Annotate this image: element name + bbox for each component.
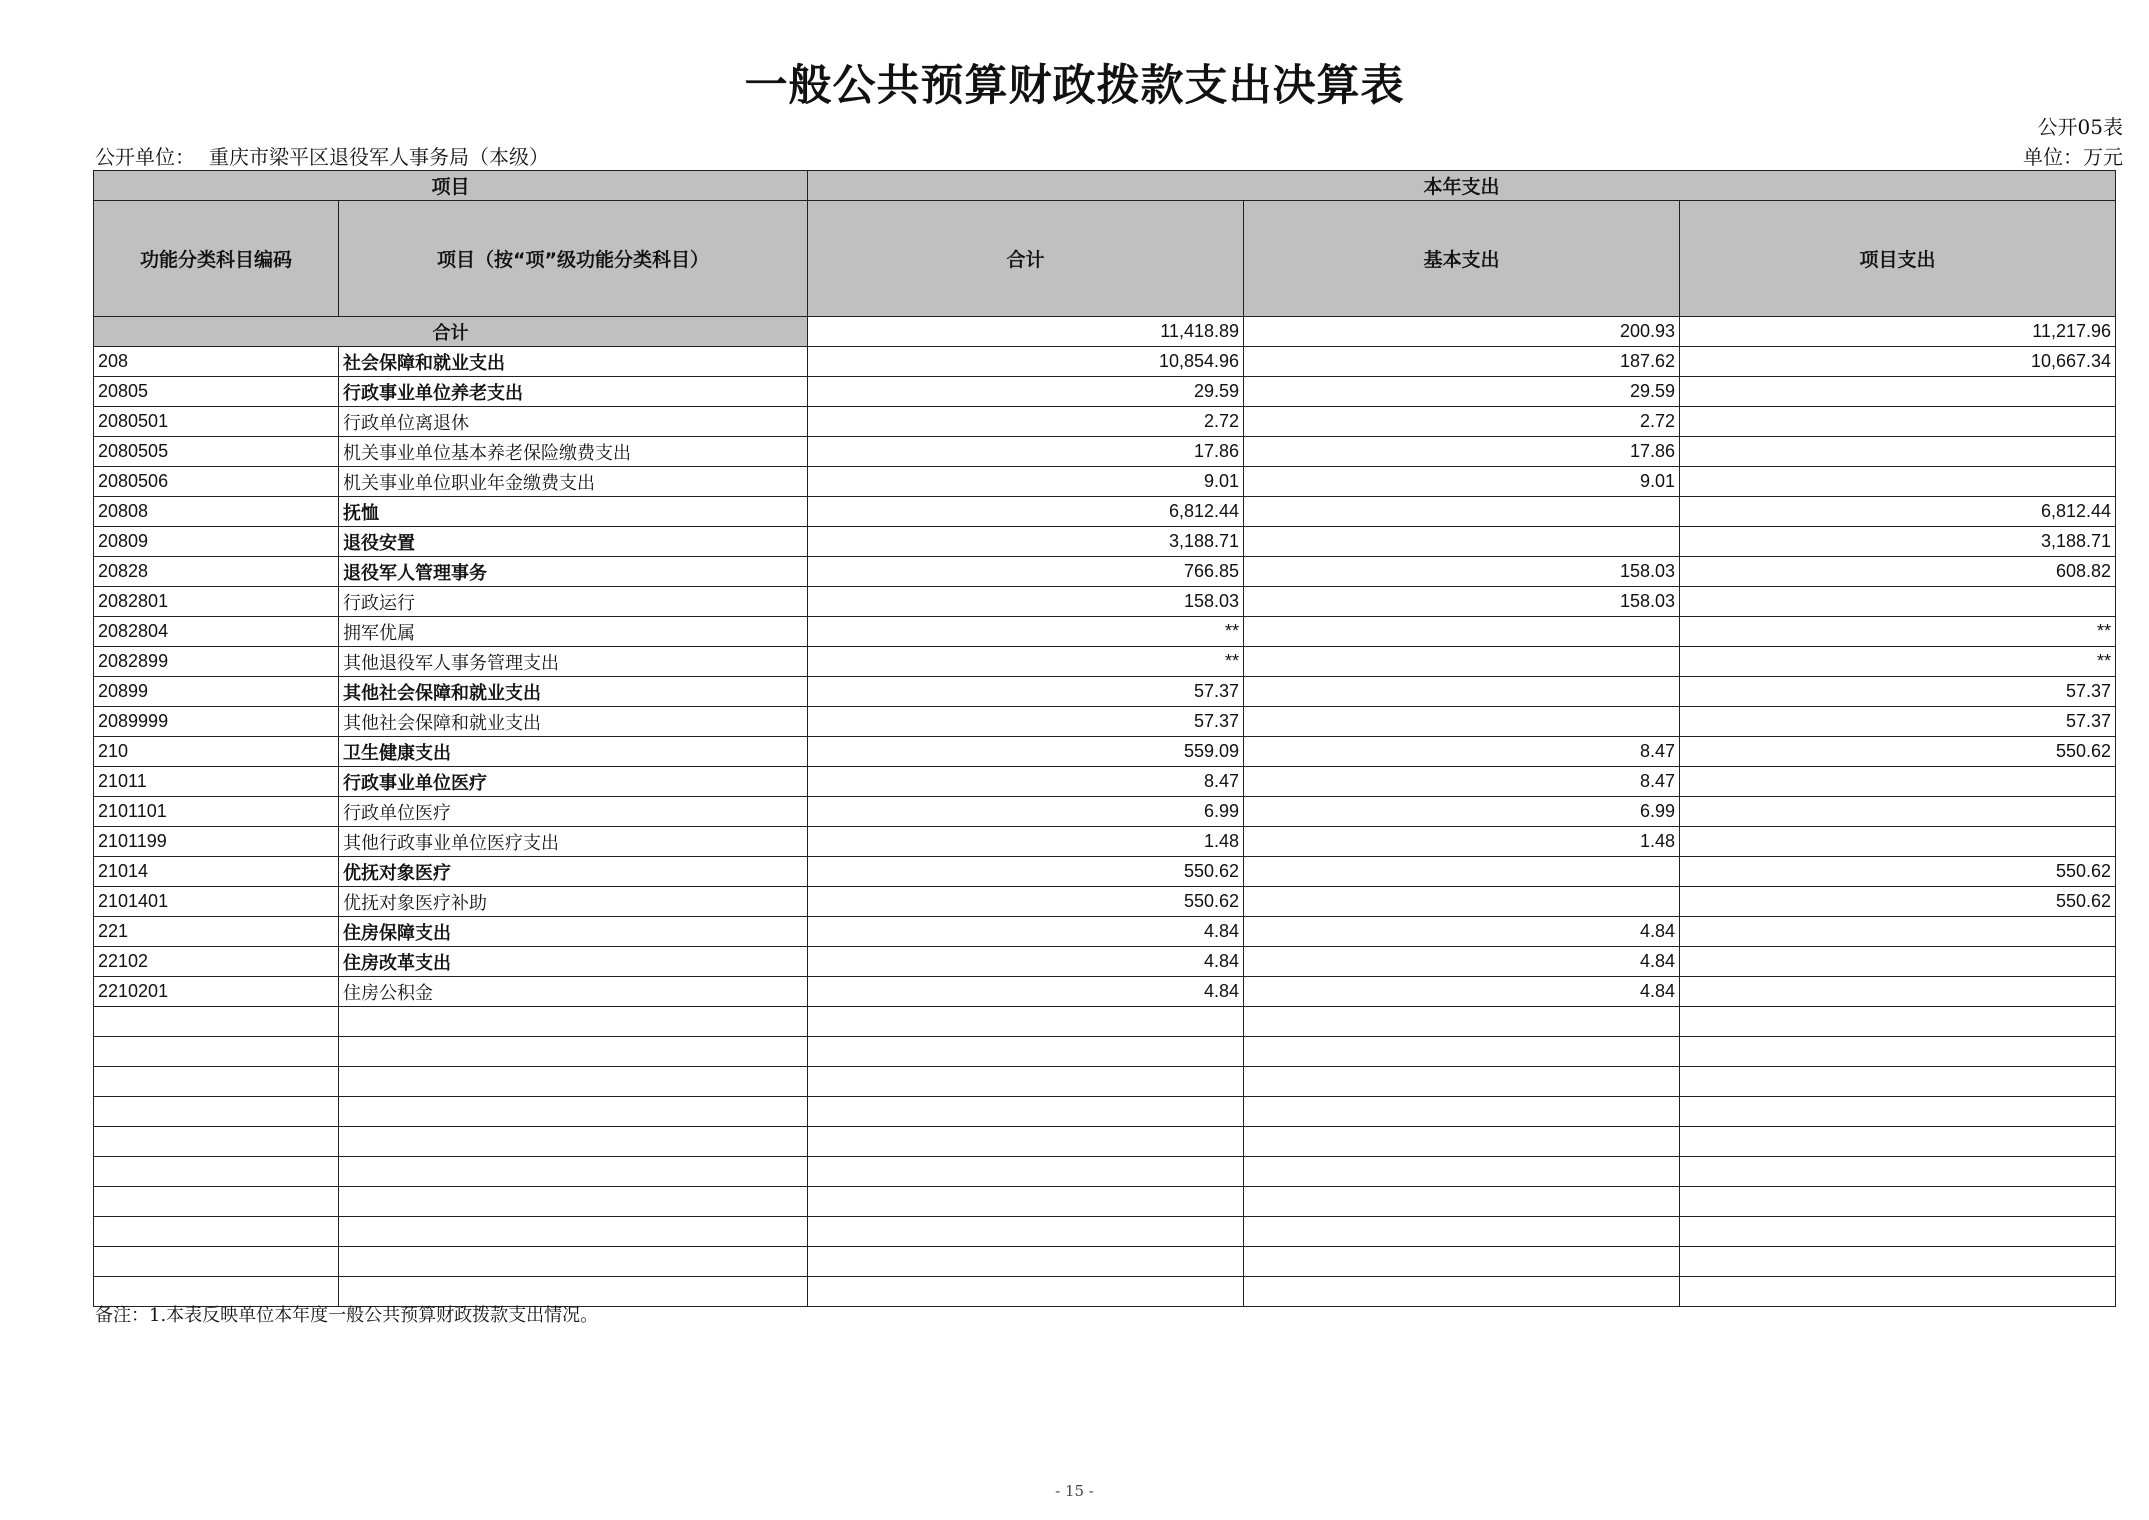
row-name: 机关事业单位职业年金缴费支出 — [339, 467, 808, 497]
empty-cell — [1680, 1247, 2116, 1277]
header-year-group: 本年支出 — [808, 171, 2116, 201]
empty-row — [94, 1217, 2116, 1247]
row-total: 4.84 — [808, 947, 1244, 977]
header-code: 功能分类科目编码 — [94, 201, 339, 317]
row-total: 766.85 — [808, 557, 1244, 587]
row-code: 21011 — [94, 767, 339, 797]
row-name: 行政事业单位养老支出 — [339, 377, 808, 407]
table-row — [94, 707, 2116, 737]
row-total: 57.37 — [808, 677, 1244, 707]
row-name: 行政运行 — [339, 587, 808, 617]
row-basic: 158.03 — [1244, 557, 1680, 587]
row-total: 3,188.71 — [808, 527, 1244, 557]
empty-cell — [1244, 1097, 1680, 1127]
header-name: 项目（按“项”级功能分类科目） — [339, 201, 808, 317]
row-total: ** — [808, 617, 1244, 647]
row-total: 550.62 — [808, 857, 1244, 887]
empty-cell — [94, 1157, 339, 1187]
empty-cell — [94, 1187, 339, 1217]
empty-cell — [1680, 1217, 2116, 1247]
row-total: 6.99 — [808, 797, 1244, 827]
reporting-unit-label: 公开单位： — [95, 145, 195, 169]
empty-cell — [1244, 1037, 1680, 1067]
row-total: 1.48 — [808, 827, 1244, 857]
row-code: 20828 — [94, 557, 339, 587]
footnote: 备注：1.本表反映单位本年度一般公共预算财政拨款支出情况。 — [95, 1305, 599, 1326]
row-total: 158.03 — [808, 587, 1244, 617]
table-row — [94, 977, 2116, 1007]
row-name: 拥军优属 — [339, 617, 808, 647]
empty-row — [94, 1157, 2116, 1187]
reporting-unit — [95, 141, 563, 170]
row-basic: 4.84 — [1244, 917, 1680, 947]
empty-row — [94, 1187, 2116, 1217]
row-basic: 187.62 — [1244, 347, 1680, 377]
row-basic: 2.72 — [1244, 407, 1680, 437]
row-code: 20805 — [94, 377, 339, 407]
empty-cell — [94, 1247, 339, 1277]
expenditure-table — [93, 170, 2116, 1307]
reporting-unit-name: 重庆市梁平区退役军人事务局（本级） — [209, 145, 549, 169]
row-basic — [1244, 887, 1680, 917]
row-total: 57.37 — [808, 707, 1244, 737]
empty-cell — [339, 1037, 808, 1067]
row-name: 优抚对象医疗 — [339, 857, 808, 887]
row-project — [1680, 407, 2116, 437]
table-row — [94, 407, 2116, 437]
empty-cell — [1244, 1127, 1680, 1157]
empty-cell — [1244, 1157, 1680, 1187]
row-total: 10,854.96 — [808, 347, 1244, 377]
row-basic: 158.03 — [1244, 587, 1680, 617]
empty-row — [94, 1037, 2116, 1067]
row-project — [1680, 827, 2116, 857]
row-name: 优抚对象医疗补助 — [339, 887, 808, 917]
empty-cell — [339, 1067, 808, 1097]
row-basic — [1244, 617, 1680, 647]
empty-cell — [339, 1127, 808, 1157]
row-project: 550.62 — [1680, 737, 2116, 767]
row-code: 2082899 — [94, 647, 339, 677]
empty-cell — [339, 1097, 808, 1127]
row-name: 退役军人管理事务 — [339, 557, 808, 587]
empty-cell — [94, 1217, 339, 1247]
row-project: 3,188.71 — [1680, 527, 2116, 557]
row-code: 2101199 — [94, 827, 339, 857]
row-code: 20899 — [94, 677, 339, 707]
row-code: 2089999 — [94, 707, 339, 737]
row-name: 其他退役军人事务管理支出 — [339, 647, 808, 677]
empty-cell — [94, 1037, 339, 1067]
row-total: 9.01 — [808, 467, 1244, 497]
row-basic — [1244, 677, 1680, 707]
row-code: 2101401 — [94, 887, 339, 917]
page-number: - 15 - — [1055, 1482, 1094, 1500]
row-total: 8.47 — [808, 767, 1244, 797]
empty-cell — [808, 1127, 1244, 1157]
total-row-project: 11,217.96 — [1680, 317, 2116, 347]
empty-cell — [808, 1157, 1244, 1187]
row-basic: 4.84 — [1244, 947, 1680, 977]
empty-row — [94, 1097, 2116, 1127]
empty-cell — [1680, 1007, 2116, 1037]
row-project: 57.37 — [1680, 677, 2116, 707]
row-project — [1680, 467, 2116, 497]
empty-cell — [808, 1217, 1244, 1247]
empty-cell — [1680, 1037, 2116, 1067]
row-name: 卫生健康支出 — [339, 737, 808, 767]
empty-cell — [808, 1007, 1244, 1037]
table-row — [94, 857, 2116, 887]
row-basic: 8.47 — [1244, 767, 1680, 797]
empty-cell — [339, 1157, 808, 1187]
row-project — [1680, 797, 2116, 827]
empty-cell — [1244, 1067, 1680, 1097]
empty-cell — [94, 1097, 339, 1127]
empty-cell — [808, 1067, 1244, 1097]
row-code: 22102 — [94, 947, 339, 977]
row-basic — [1244, 527, 1680, 557]
total-row-label: 合计 — [94, 317, 808, 347]
row-code: 2080501 — [94, 407, 339, 437]
table-row — [94, 347, 2116, 377]
total-row-total: 11,418.89 — [808, 317, 1244, 347]
empty-row — [94, 1247, 2116, 1277]
row-name: 行政单位离退休 — [339, 407, 808, 437]
row-code: 2210201 — [94, 977, 339, 1007]
row-total: 4.84 — [808, 917, 1244, 947]
row-code: 2101101 — [94, 797, 339, 827]
row-project — [1680, 437, 2116, 467]
empty-cell — [94, 1007, 339, 1037]
empty-row — [94, 1127, 2116, 1157]
currency-unit: 单位：万元 — [2023, 145, 2123, 169]
table-row — [94, 827, 2116, 857]
table-row — [94, 917, 2116, 947]
table-row — [94, 587, 2116, 617]
row-total: 6,812.44 — [808, 497, 1244, 527]
row-total: 559.09 — [808, 737, 1244, 767]
table-row — [94, 467, 2116, 497]
table-row — [94, 887, 2116, 917]
row-name: 行政事业单位医疗 — [339, 767, 808, 797]
row-code: 208 — [94, 347, 339, 377]
empty-cell — [94, 1067, 339, 1097]
row-name: 其他社会保障和就业支出 — [339, 677, 808, 707]
row-name: 行政单位医疗 — [339, 797, 808, 827]
row-code: 221 — [94, 917, 339, 947]
row-project: 550.62 — [1680, 857, 2116, 887]
empty-row — [94, 1007, 2116, 1037]
header-basic: 基本支出 — [1244, 201, 1680, 317]
row-name: 住房保障支出 — [339, 917, 808, 947]
row-project: ** — [1680, 617, 2116, 647]
empty-cell — [808, 1097, 1244, 1127]
empty-cell — [1680, 1127, 2116, 1157]
row-basic — [1244, 647, 1680, 677]
row-project: ** — [1680, 647, 2116, 677]
row-code: 2080506 — [94, 467, 339, 497]
row-project — [1680, 587, 2116, 617]
row-basic: 4.84 — [1244, 977, 1680, 1007]
row-total: ** — [808, 647, 1244, 677]
empty-cell — [339, 1007, 808, 1037]
table-row — [94, 737, 2116, 767]
page-title: 一般公共预算财政拨款支出决算表 — [744, 61, 1405, 111]
row-basic: 6.99 — [1244, 797, 1680, 827]
empty-cell — [1680, 1277, 2116, 1307]
row-basic: 29.59 — [1244, 377, 1680, 407]
table-row — [94, 497, 2116, 527]
row-name: 其他行政事业单位医疗支出 — [339, 827, 808, 857]
row-name: 其他社会保障和就业支出 — [339, 707, 808, 737]
empty-cell — [808, 1277, 1244, 1307]
row-project — [1680, 767, 2116, 797]
empty-cell — [339, 1187, 808, 1217]
empty-cell — [808, 1187, 1244, 1217]
empty-cell — [1680, 1157, 2116, 1187]
row-code: 2082804 — [94, 617, 339, 647]
row-basic — [1244, 497, 1680, 527]
row-code: 2080505 — [94, 437, 339, 467]
row-total: 2.72 — [808, 407, 1244, 437]
row-name: 住房改革支出 — [339, 947, 808, 977]
empty-row — [94, 1067, 2116, 1097]
row-code: 20808 — [94, 497, 339, 527]
table-row — [94, 617, 2116, 647]
empty-cell — [1244, 1007, 1680, 1037]
row-name: 退役安置 — [339, 527, 808, 557]
table-row — [94, 797, 2116, 827]
row-total: 17.86 — [808, 437, 1244, 467]
row-basic: 1.48 — [1244, 827, 1680, 857]
empty-cell — [1680, 1067, 2116, 1097]
row-total: 550.62 — [808, 887, 1244, 917]
table-row — [94, 527, 2116, 557]
row-basic: 17.86 — [1244, 437, 1680, 467]
empty-cell — [1680, 1187, 2116, 1217]
empty-cell — [1244, 1247, 1680, 1277]
empty-cell — [808, 1037, 1244, 1067]
total-row — [94, 317, 2116, 347]
empty-cell — [808, 1247, 1244, 1277]
table-row — [94, 677, 2116, 707]
row-code: 2082801 — [94, 587, 339, 617]
table-row — [94, 437, 2116, 467]
row-name: 住房公积金 — [339, 977, 808, 1007]
header-total: 合计 — [808, 201, 1244, 317]
empty-cell — [1680, 1097, 2116, 1127]
row-basic: 8.47 — [1244, 737, 1680, 767]
row-project: 550.62 — [1680, 887, 2116, 917]
row-code: 21014 — [94, 857, 339, 887]
row-basic — [1244, 707, 1680, 737]
row-basic — [1244, 857, 1680, 887]
total-row-basic: 200.93 — [1244, 317, 1680, 347]
row-name: 抚恤 — [339, 497, 808, 527]
empty-cell — [1244, 1217, 1680, 1247]
row-total: 29.59 — [808, 377, 1244, 407]
empty-cell — [1244, 1187, 1680, 1217]
empty-cell — [1244, 1277, 1680, 1307]
row-project: 6,812.44 — [1680, 497, 2116, 527]
table-row — [94, 767, 2116, 797]
row-project — [1680, 377, 2116, 407]
row-basic: 9.01 — [1244, 467, 1680, 497]
row-project: 57.37 — [1680, 707, 2116, 737]
row-code: 210 — [94, 737, 339, 767]
row-name: 机关事业单位基本养老保险缴费支出 — [339, 437, 808, 467]
row-project: 608.82 — [1680, 557, 2116, 587]
table-row — [94, 377, 2116, 407]
row-project — [1680, 917, 2116, 947]
empty-cell — [339, 1217, 808, 1247]
header-item-group: 项目 — [94, 171, 808, 201]
empty-cell — [339, 1247, 808, 1277]
row-code: 20809 — [94, 527, 339, 557]
row-name: 社会保障和就业支出 — [339, 347, 808, 377]
table-row — [94, 557, 2116, 587]
row-total: 4.84 — [808, 977, 1244, 1007]
row-project — [1680, 977, 2116, 1007]
table-number: 公开05表 — [2037, 115, 2123, 139]
row-project — [1680, 947, 2116, 977]
header-project: 项目支出 — [1680, 201, 2116, 317]
table-row — [94, 647, 2116, 677]
empty-cell — [94, 1127, 339, 1157]
row-project: 10,667.34 — [1680, 347, 2116, 377]
table-row — [94, 947, 2116, 977]
